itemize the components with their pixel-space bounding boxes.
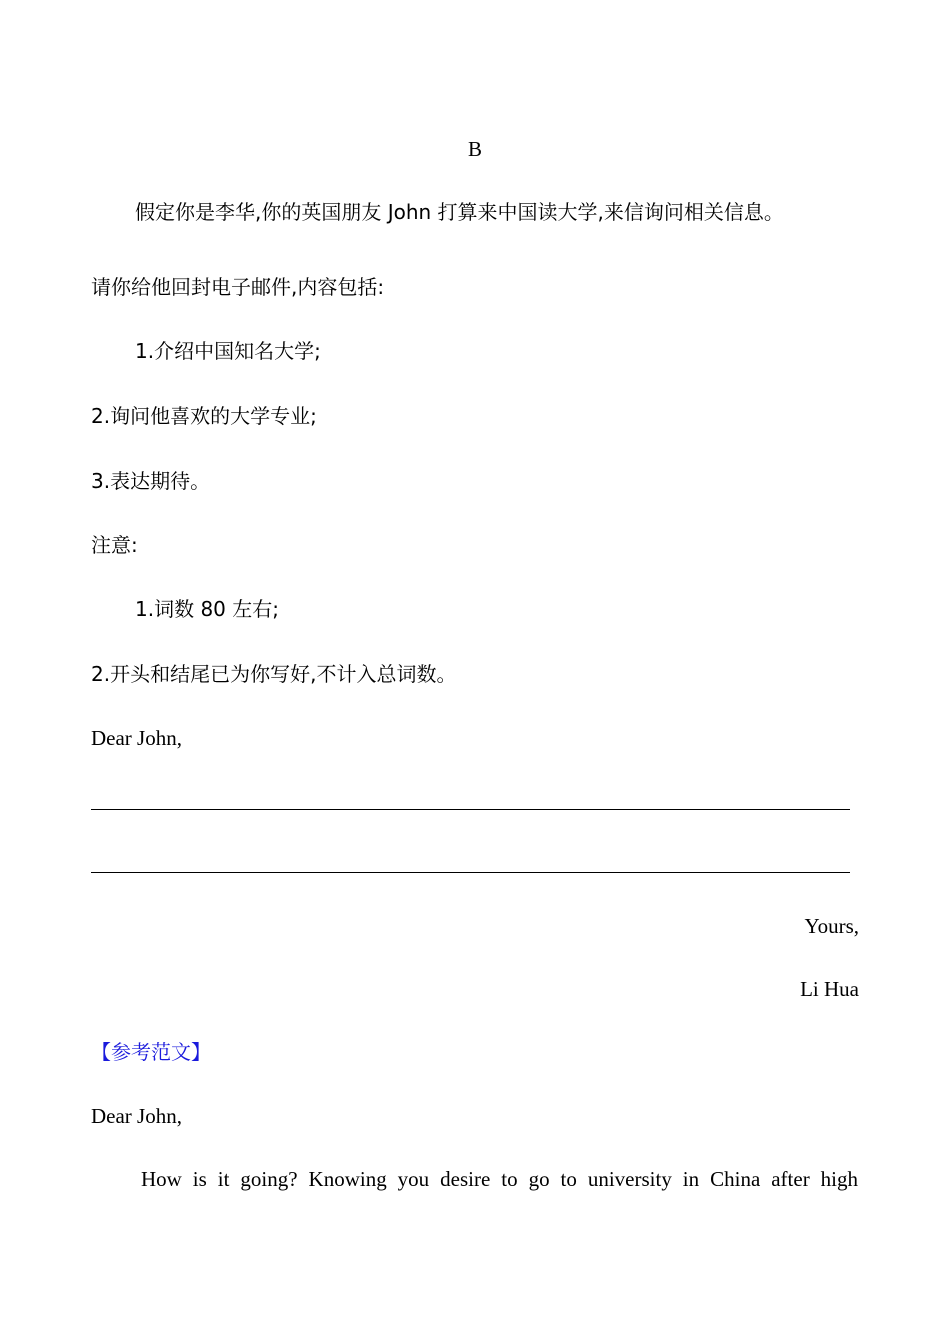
prompt-paragraph-2: 请你给他回封电子邮件,内容包括: [91,275,385,299]
reference-heading: 【参考范文】 [91,1040,211,1064]
letter-signature: Li Hua [800,977,859,1001]
notes-heading: 注意: [91,533,138,557]
prompt-item-2: 2.询问他喜欢的大学专业; [91,404,317,428]
answer-line-2 [91,872,850,873]
notes-item-1: 1.词数 80 左右; [135,597,279,621]
letter-closing: Yours, [804,914,859,938]
reference-first-line: How is it going? Knowing you desire to go to university in China after high [141,1167,858,1191]
prompt-paragraph-1: 假定你是李华,你的英国朋友 John 打算来中国读大学,来信询问相关信息。 [135,200,784,224]
answer-line-1 [91,809,850,810]
prompt-item-1: 1.介绍中国知名大学; [135,339,321,363]
letter-greeting: Dear John, [91,726,182,750]
section-label: B [467,137,482,161]
prompt-item-3: 3.表达期待。 [91,469,211,493]
reference-greeting: Dear John, [91,1104,182,1128]
notes-item-2: 2.开头和结尾已为你写好,不计入总词数。 [91,662,457,686]
